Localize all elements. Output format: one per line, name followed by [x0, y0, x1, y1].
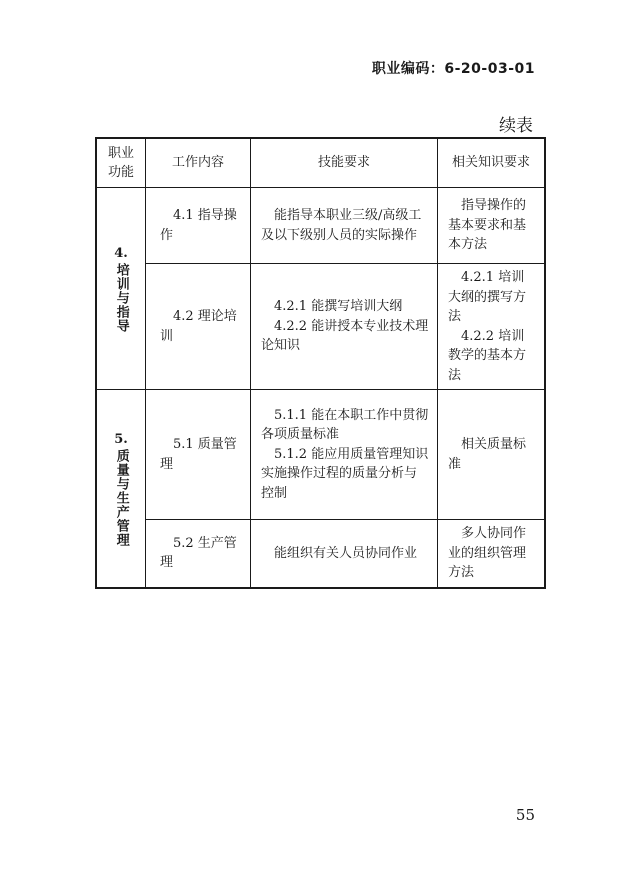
skills-table — [95, 137, 546, 589]
table-row — [96, 264, 545, 390]
skill-item: 能组织有关人员协同作业 — [274, 545, 418, 561]
content-cell: 4.1 指导操作 — [146, 188, 251, 264]
function-name: 培训与指导 — [113, 263, 129, 334]
header-knowledge: 相关知识要求 — [438, 138, 546, 188]
knowledge-cell — [438, 264, 546, 390]
header-function: 职业功能 — [96, 138, 146, 188]
table-row — [96, 188, 545, 264]
function-number: 4. — [114, 245, 128, 261]
skill-item: 5.1.2 能应用质量管理知识实施操作过程的质量分析与控制 — [261, 446, 429, 501]
knowledge-cell — [438, 520, 546, 588]
skill-item: 5.1.1 能在本职工作中贯彻各项质量标准 — [261, 407, 429, 443]
knowledge-cell — [438, 188, 546, 264]
header-skills: 技能要求 — [251, 138, 438, 188]
occupation-code: 职业编码：6-20-03-01 — [371, 61, 535, 77]
table-row — [96, 390, 545, 520]
function-number: 5. — [114, 431, 128, 447]
skill-item: 4.2.1 能撰写培训大纲 — [274, 299, 403, 315]
table-row — [96, 520, 545, 588]
knowledge-cell — [438, 390, 546, 520]
function-cell — [96, 390, 146, 588]
continued-label: 续表 — [499, 116, 533, 136]
skills-cell — [251, 188, 438, 264]
knowledge-item: 指导操作的基本要求和基本方法 — [448, 198, 527, 253]
skills-cell — [251, 520, 438, 588]
skills-cell — [251, 264, 438, 390]
knowledge-item: 4.2.1 培训大纲的撰写方法 — [448, 270, 527, 324]
function-name: 质量与生产管理 — [113, 449, 129, 547]
knowledge-item: 相关质量标准 — [448, 437, 527, 472]
skills-cell — [251, 390, 438, 520]
skill-item: 能指导本职业三级/高级工及以下级别人员的实际操作 — [261, 208, 422, 243]
knowledge-item: 4.2.2 培训教学的基本方法 — [448, 328, 527, 383]
skill-item: 4.2.2 能讲授本专业技术理论知识 — [261, 318, 429, 354]
knowledge-item: 多人协同作业的组织管理方法 — [448, 526, 527, 580]
header-content: 工作内容 — [146, 138, 251, 188]
content-cell: 4.2 理论培训 — [146, 264, 251, 390]
content-cell: 5.1 质量管理 — [146, 390, 251, 520]
content-cell: 5.2 生产管理 — [146, 520, 251, 588]
function-cell — [96, 188, 146, 390]
page-number: 55 — [515, 806, 535, 824]
table-header-row — [96, 138, 545, 188]
